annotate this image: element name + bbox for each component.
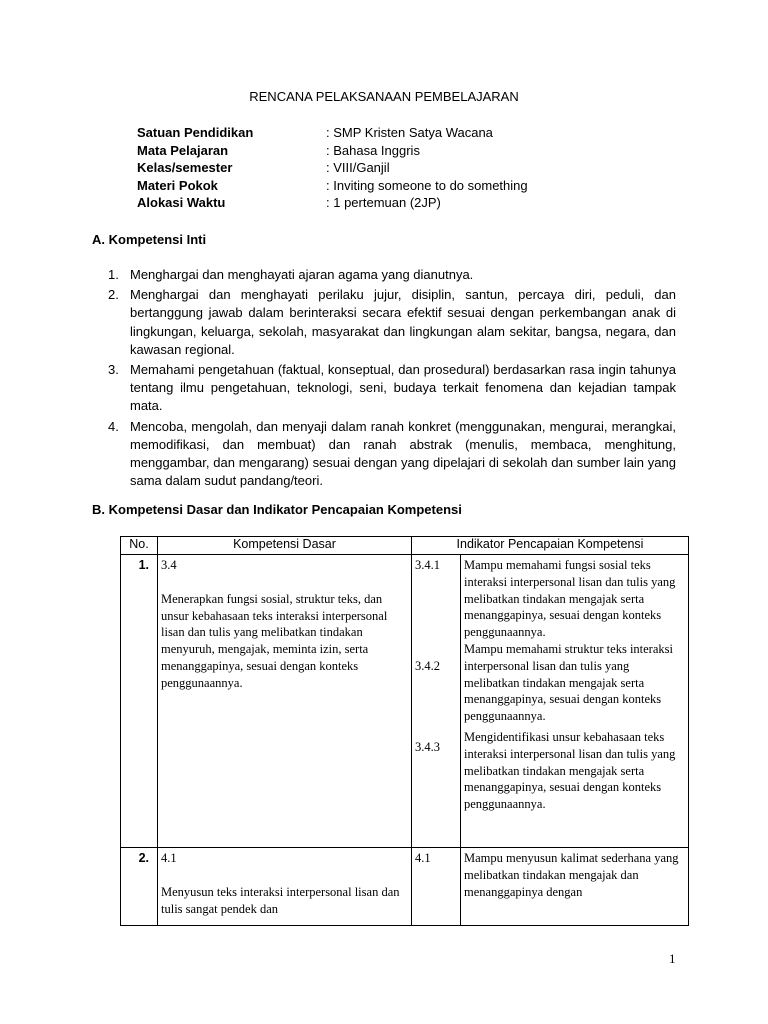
- indicator-text: Mampu memahami fungsi sosial teks interaksi interpersonal lisan dan tulis yang melibatkan tindakan mengajak serta menanggapinya, sesuai dengan konteks penggunaannya.: [464, 558, 676, 640]
- table-row: [121, 555, 689, 848]
- list-item: [108, 361, 676, 416]
- kd-code: 4.1: [161, 851, 177, 865]
- header-kompetensi-dasar: Kompetensi Dasar: [158, 537, 412, 555]
- list-item-number: 1.: [108, 267, 119, 282]
- indicator-code: 4.1: [415, 851, 431, 865]
- document-title: RENCANA PELAKSANAAN PEMBELAJARAN: [249, 89, 519, 104]
- list-item-number: 2.: [108, 287, 119, 303]
- indicator-text-cell: [461, 555, 689, 848]
- list-item-text: Menghargai dan menghayati ajaran agama yang dianutnya.: [130, 267, 474, 282]
- header-indikator: Indikator Pencapaian Kompetensi: [412, 537, 689, 555]
- kd-cell: [158, 555, 412, 848]
- header-no: No.: [121, 537, 158, 555]
- identity-row: [137, 142, 697, 160]
- indicator-text: Mengidentifikasi unsur kebahasaan teks interaksi interpersonal lisan dan tulis yang melibatkan tindakan mengajak serta menanggapinya, sesuai dengan konteks penggunaannya.: [464, 729, 676, 812]
- identity-row: [137, 159, 697, 177]
- identity-block: [137, 124, 697, 212]
- kompetensi-table: [120, 536, 689, 926]
- list-item-text: Mencoba, mengolah, dan menyaji dalam ranah konkret (menggunakan, mengurai, merangkai, memodifikasi, dan membuat) dan ranah abstrak (menulis, membaca, menghitung, menggambar, dan mengarang) sesuai dengan yang dipelajari di sekolah dan sumber lain yang sama dalam sudut pandang/teori.: [130, 418, 676, 489]
- identity-label: Kelas/semester: [137, 160, 233, 175]
- section-b-heading: B. Kompetensi Dasar dan Indikator Pencapaian Kompetensi: [92, 502, 462, 517]
- list-item: [108, 266, 676, 284]
- kd-text: Menerapkan fungsi sosial, struktur teks, dan unsur kebahasaan teks interaksi interpersonal lisan dan tulis yang melibatkan tindakan menyuruh, mengajak, meminta izin, serta menanggapinya, sesuai dengan konteks penggunaannya.: [161, 591, 388, 690]
- list-item-text: Menghargai dan menghayati perilaku jujur, disiplin, santun, percaya diri, peduli, dan bertanggung jawab dalam berinteraksi secara efektif sesuai dengan perkembangan anak di lingkungan, keluarga, sekolah, masyarakat dan lingkungan alam sekitar, bangsa, negara, dan kawasan regional.: [130, 287, 676, 357]
- identity-value: : VIII/Ganjil: [326, 160, 390, 175]
- kompetensi-inti-list: [108, 266, 676, 492]
- identity-label: Alokasi Waktu: [137, 195, 226, 210]
- indicator-text-cell: [461, 848, 689, 926]
- identity-label: Materi Pokok: [137, 177, 218, 193]
- indicator-text: Mampu memahami struktur teks interaksi interpersonal lisan dan tulis yang melibatkan tindakan mengajak serta menanggapinya, sesuai dengan konteks penggunaannya.: [464, 641, 673, 724]
- list-item-text: Memahami pengetahuan (faktual, konseptual, dan prosedural) berdasarkan rasa ingin tahunya tentang ilmu pengetahuan, teknologi, seni, budaya terkait fenomena dan kejadian tampak mata.: [130, 362, 676, 414]
- indicator-text: Mampu menyusun kalimat sederhana yang melibatkan tindakan mengajak dan menanggapinya dengan: [464, 851, 679, 899]
- table-header-row: [121, 537, 689, 555]
- indicator-code: 3.4.3: [415, 739, 440, 754]
- identity-value: : Bahasa Inggris: [326, 142, 420, 158]
- list-item-number: 3.: [108, 362, 119, 378]
- page-number: 1: [669, 951, 676, 966]
- list-item: [108, 286, 676, 359]
- kd-cell: [158, 848, 412, 926]
- kd-code: 3.4: [161, 558, 177, 572]
- list-item: [108, 418, 676, 491]
- indicator-code-cell: [412, 848, 461, 926]
- list-item-number: 4.: [108, 418, 119, 434]
- identity-row: [137, 177, 697, 195]
- indicator-code-cell: [412, 555, 461, 848]
- identity-label: Satuan Pendidikan: [137, 125, 254, 140]
- row-number: 1.: [121, 555, 158, 848]
- indicator-code: 3.4.1: [415, 558, 440, 572]
- identity-label: Mata Pelajaran: [137, 142, 229, 158]
- table-row: [121, 848, 689, 926]
- row-number: 2.: [121, 848, 158, 926]
- section-a-heading: A. Kompetensi Inti: [92, 232, 207, 247]
- identity-value: : 1 pertemuan (2JP): [326, 195, 441, 210]
- identity-value: : SMP Kristen Satya Wacana: [326, 125, 493, 140]
- kd-text: Menyusun teks interaksi interpersonal lisan dan tulis sangat pendek dan: [161, 884, 400, 916]
- identity-row: [137, 194, 697, 212]
- indicator-code: 3.4.2: [415, 658, 440, 673]
- identity-row: [137, 124, 697, 142]
- identity-value: : Inviting someone to do something: [326, 177, 528, 193]
